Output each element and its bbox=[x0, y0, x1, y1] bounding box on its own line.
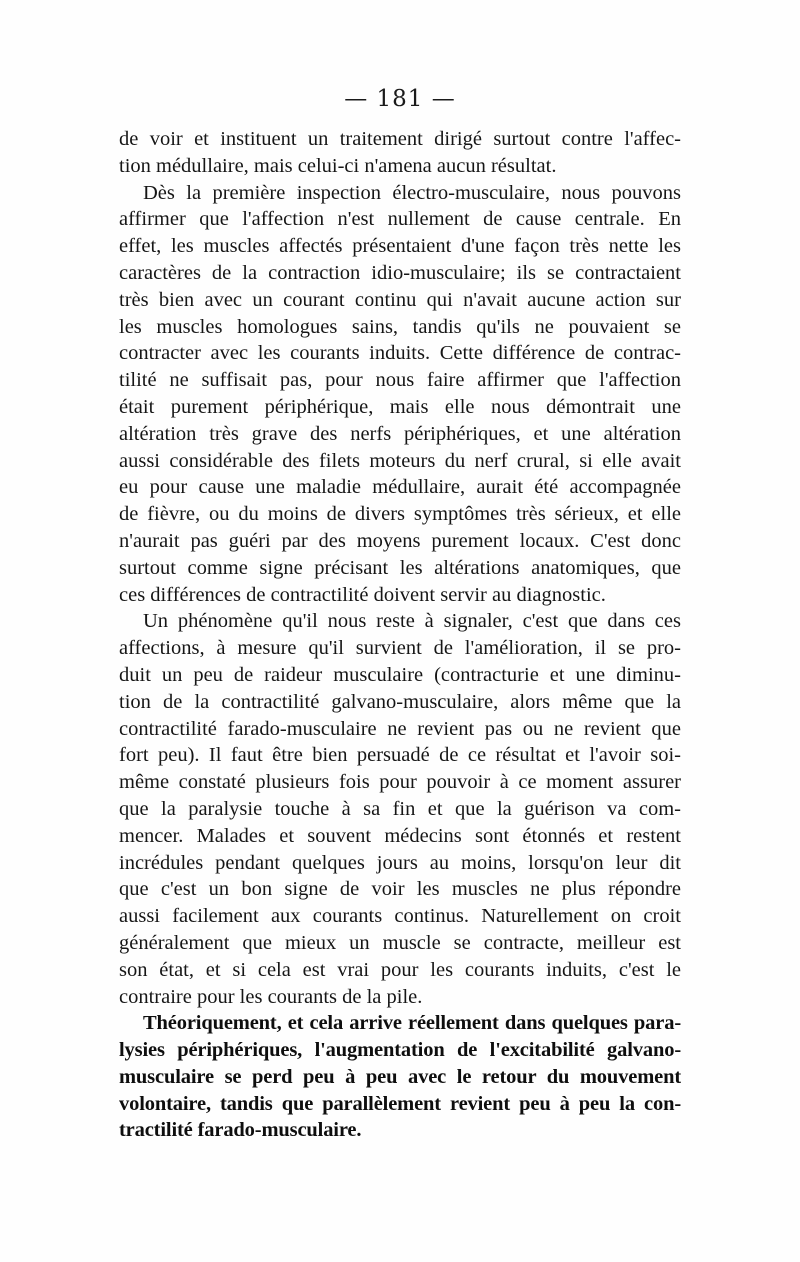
text-line: son état, et si cela est vrai pour les courants induits, c'est le bbox=[119, 958, 681, 981]
text-line: fort peu). Il faut être bien persuadé de ce résultat et l'avoir soi- bbox=[119, 744, 681, 767]
text-line: généralement que mieux un muscle se contracte, meilleur est bbox=[119, 931, 681, 954]
text-line: Dès la première inspection électro-musculaire, nous pouvons bbox=[143, 181, 681, 204]
text-line: tilité ne suffisait pas, pour nous faire affirmer que l'affection bbox=[119, 369, 681, 392]
text-line: volontaire, tandis que parallèlement revient peu à peu la con- bbox=[119, 1092, 681, 1115]
text-line: caractères de la contraction idio-musculaire; ils se contractaient bbox=[119, 261, 681, 284]
text-line: contracter avec les courants induits. Cette différence de contrac- bbox=[119, 342, 681, 365]
paragraph bbox=[119, 126, 681, 180]
text-line: effet, les muscles affectés présentaient d'une façon très nette les bbox=[119, 235, 681, 258]
text-line: duit un peu de raideur musculaire (contracturie et une diminu- bbox=[119, 663, 681, 686]
text-line: n'aurait pas guéri par des moyens purement locaux. C'est donc bbox=[119, 529, 681, 552]
text-line: surtout comme signe précisant les altérations anatomiques, que bbox=[119, 556, 681, 579]
text-line: eu pour cause une maladie médullaire, aurait été accompagnée bbox=[119, 476, 681, 499]
text-line: incrédules pendant quelques jours au moins, lorsqu'on leur dit bbox=[119, 851, 681, 874]
text-line: ces différences de contractilité doivent servir au diagnostic. bbox=[119, 583, 606, 606]
text-line: même constaté plusieurs fois pour pouvoir à ce moment assurer bbox=[119, 771, 681, 794]
text-line: contractilité farado-musculaire ne revient pas ou ne revient que bbox=[119, 717, 681, 740]
text-line: Théoriquement, et cela arrive réellement dans quelques para- bbox=[143, 1012, 681, 1035]
text-line: était purement périphérique, mais elle nous démontrait une bbox=[119, 395, 681, 418]
text-line: affirmer que l'affection n'est nullement de cause centrale. En bbox=[119, 208, 681, 231]
text-line: tractilité farado-musculaire. bbox=[119, 1119, 362, 1142]
text-line: aussi considérable des filets moteurs du nerf crural, si elle avait bbox=[119, 449, 681, 472]
text-line: tion médullaire, mais celui-ci n'amena aucun résultat. bbox=[119, 154, 557, 177]
paragraph bbox=[119, 180, 681, 609]
body-text bbox=[119, 126, 681, 1144]
text-line: de fièvre, ou du moins de divers symptômes très sérieux, et elle bbox=[119, 503, 681, 526]
paragraph bbox=[119, 1010, 681, 1144]
text-line: que la paralysie touche à sa fin et que la guérison va com- bbox=[119, 797, 681, 820]
text-line: Un phénomène qu'il nous reste à signaler, c'est que dans ces bbox=[143, 610, 681, 633]
text-line: de voir et instituent un traitement dirigé surtout contre l'affec- bbox=[119, 128, 681, 150]
text-line: que c'est un bon signe de voir les muscles ne plus répondre bbox=[119, 878, 681, 901]
text-line: musculaire se perd peu à peu avec le retour du mouvement bbox=[119, 1065, 681, 1088]
text-line: très bien avec un courant continu qui n'avait aucune action sur bbox=[119, 288, 681, 311]
text-line: lysies périphériques, l'augmentation de l'excitabilité galvano- bbox=[119, 1039, 681, 1062]
text-line: affections, à mesure qu'il survient de l'amélioration, il se pro- bbox=[119, 637, 681, 660]
text-line: altération très grave des nerfs périphériques, et une altération bbox=[119, 422, 681, 445]
text-line: les muscles homologues sains, tandis qu'ils ne pouvaient se bbox=[119, 315, 681, 338]
text-line: tion de la contractilité galvano-musculaire, alors même que la bbox=[119, 690, 681, 713]
text-line: aussi facilement aux courants continus. Naturellement on croit bbox=[119, 905, 681, 928]
text-line: contraire pour les courants de la pile. bbox=[119, 985, 423, 1008]
paragraph bbox=[119, 608, 681, 1010]
page-number: — 181 — bbox=[344, 86, 456, 112]
text-line: mencer. Malades et souvent médecins sont étonnés et restent bbox=[119, 824, 681, 847]
